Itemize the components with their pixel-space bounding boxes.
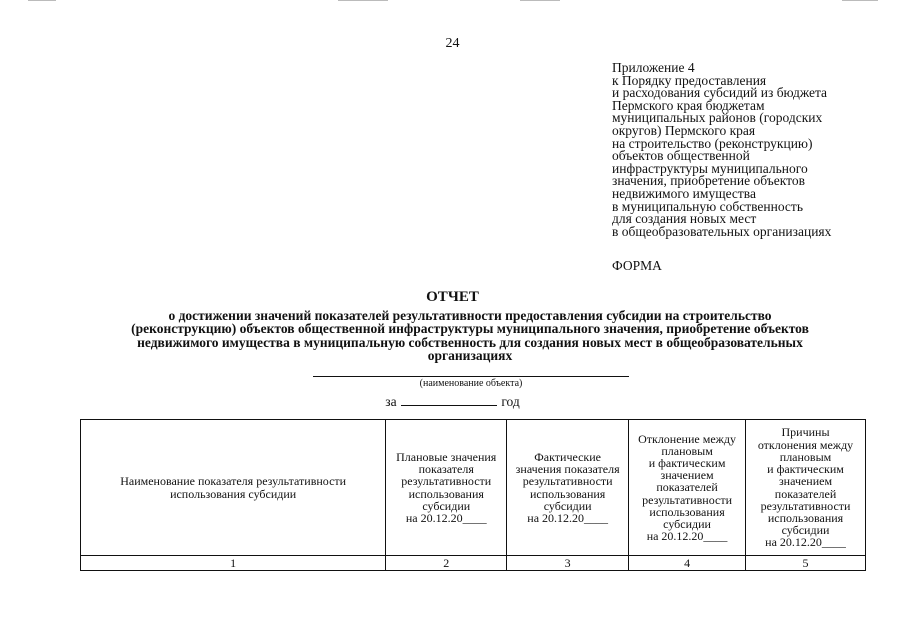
header-planned-values: Плановые значения показателя результативности использования субсидии на 20.12.20____ (386, 420, 507, 556)
scan-edge-mark (28, 0, 56, 1)
appendix-line: значения, приобретение объектов (612, 173, 805, 189)
column-number: 5 (746, 556, 866, 571)
column-number: 4 (629, 556, 746, 571)
header-deviation-reasons: Причины отклонения между плановым и фактическим значением показателей результативности использования субсидии на 20.12.20____ (746, 420, 866, 556)
object-name-caption: (наименование объекта) (419, 378, 523, 389)
year-suffix: год (501, 394, 520, 409)
appendix-line: к Порядку предоставления (612, 72, 767, 88)
appendix-line: для создания новых мест (612, 211, 757, 227)
appendix-line: в общеобразовательных организациях (612, 223, 832, 239)
appendix-line: и расходования субсидий из бюджета (612, 85, 828, 101)
appendix-line: на строительство (реконструкцию) (612, 135, 813, 151)
appendix-line: округов) Пермского края (612, 122, 756, 138)
appendix-line: в муниципальную собственность (612, 198, 803, 214)
page-number: 24 (445, 36, 460, 51)
year-prefix: за (385, 394, 397, 409)
column-number: 1 (81, 556, 386, 571)
scan-edge-mark (520, 0, 560, 1)
appendix-line: Пермского края бюджетам (612, 97, 765, 113)
report-subtitle-line: (реконструкцию) объектов общественной инфраструктуры муниципального значения, приобретение объектов (131, 321, 809, 337)
appendix-line: инфраструктуры муниципального (612, 160, 808, 176)
year-blank (401, 393, 497, 406)
report-title: ОТЧЕТ (426, 289, 479, 305)
header-deviation: Отклонение между плановым и фактическим значением показателей результативности использования субсидии на 20.12.20____ (629, 420, 746, 556)
appendix-line: муниципальных районов (городских (612, 110, 823, 126)
report-subtitle-line: о достижении значений показателей результативности предоставления субсидии на строительство (168, 308, 772, 323)
header-indicator-name: Наименование показателя результативности использования субсидии (81, 420, 386, 556)
table-column-number-row (81, 556, 866, 571)
header-actual-values: Фактические значения показателя результативности использования субсидии на 20.12.20____ (507, 420, 629, 556)
appendix-line: объектов общественной (612, 148, 750, 164)
scan-edge-mark (842, 0, 878, 1)
table-header-row (81, 420, 866, 556)
report-subtitle-line: недвижимого имущества в муниципальную собственность для создания новых мест в общеобразовательных (137, 334, 803, 350)
scan-edge-mark (338, 0, 388, 1)
report-table (80, 419, 866, 571)
report-subtitle-line: организациях (427, 348, 513, 364)
object-name-underline (313, 376, 629, 377)
appendix-line: недвижимого имущества (612, 185, 756, 201)
form-label: ФОРМА (612, 258, 662, 273)
year-line (0, 393, 905, 410)
appendix-block (612, 62, 897, 238)
report-subtitle (75, 309, 865, 363)
column-number: 2 (386, 556, 507, 571)
column-number: 3 (507, 556, 629, 571)
appendix-line: Приложение 4 (612, 60, 695, 75)
